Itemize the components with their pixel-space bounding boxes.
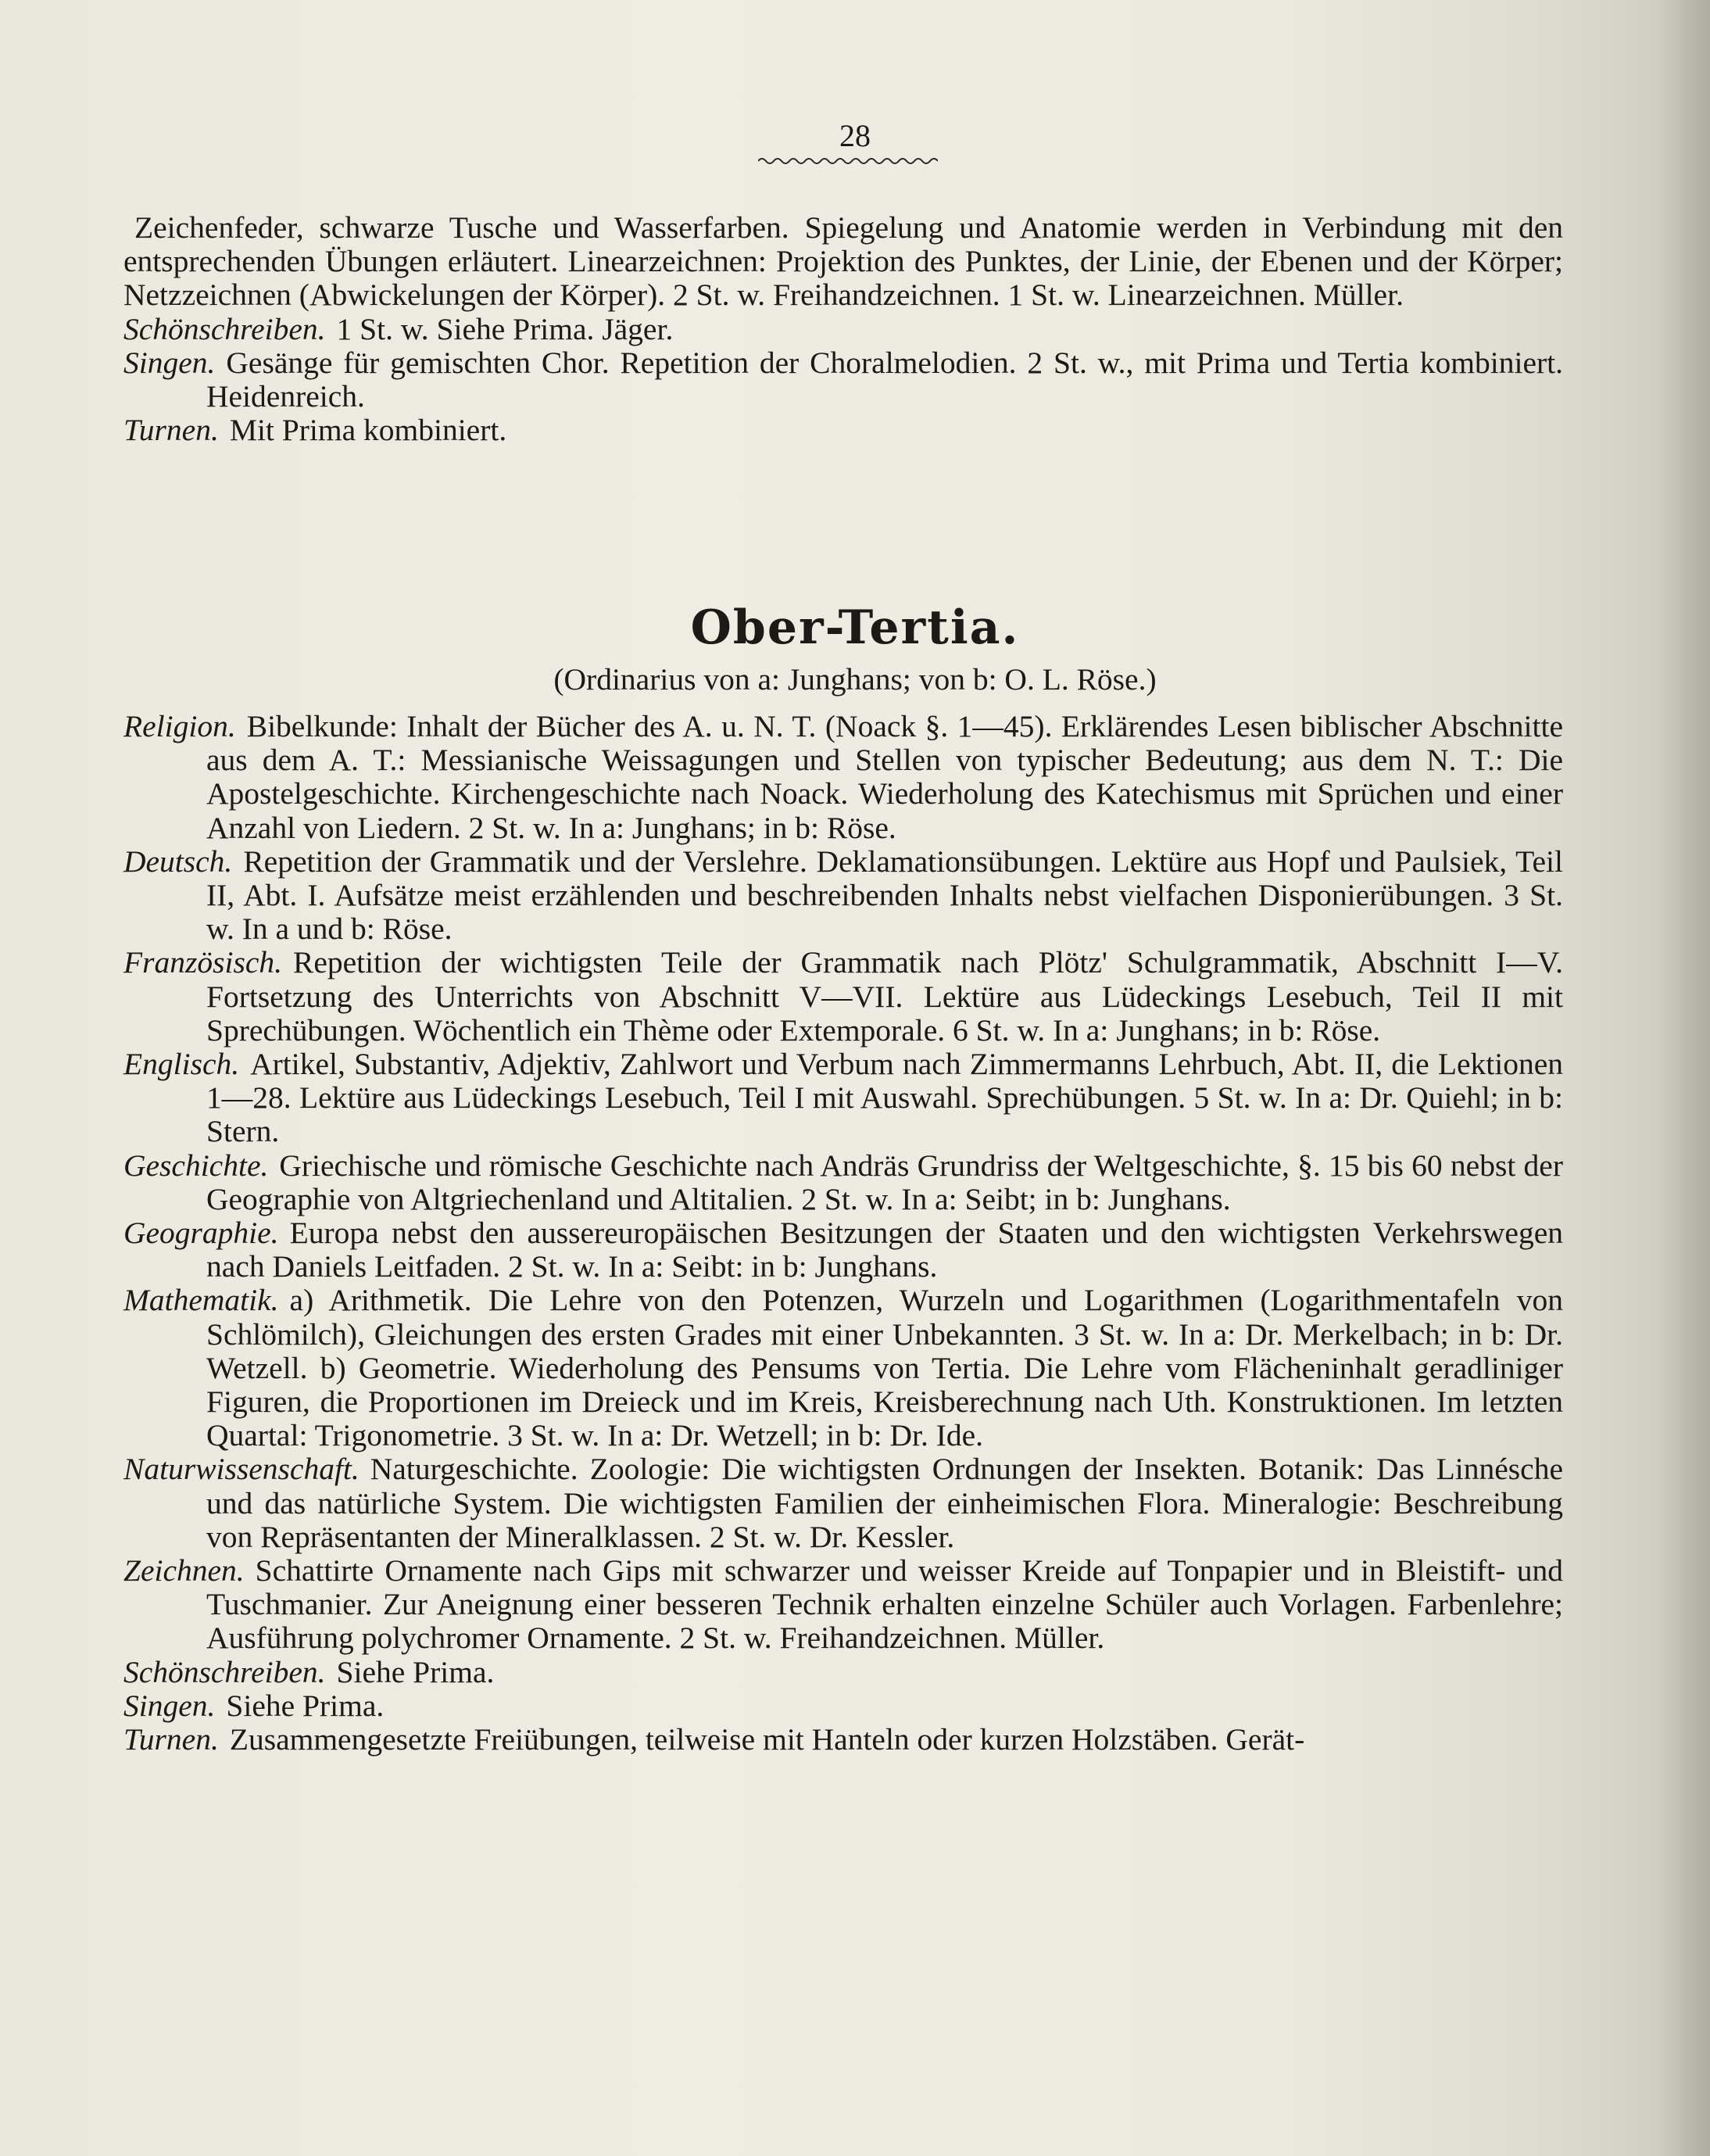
ober-tertia-section: [123, 710, 1563, 1757]
entry-zeichnen: [123, 1554, 1563, 1656]
entry-text: 1 St. w. Siehe Prima. Jäger.: [336, 311, 674, 346]
entry-subject: Zeichnen.: [123, 1553, 245, 1588]
entry-subject: Religion.: [123, 709, 236, 743]
entry-naturwissenschaft: [123, 1452, 1563, 1554]
entry-geschichte: [123, 1149, 1563, 1216]
entry-schoenschreiben: [123, 313, 1563, 346]
entry-subject: Englisch.: [123, 1047, 240, 1082]
entry-text: Repetition der Grammatik und der Verslehre. Deklamationsübungen. Lektüre aus Hopf und Paulsiek, Teil II, Abt. I. Aufsätze meist erzählenden und beschreibenden Inhalts nebst vielfachen Disponierübungen. 3 St. w. In a und b: Röse.: [206, 843, 1563, 947]
section-subtitle: (Ordinarius von a: Junghans; von b: O. L. Röse.): [553, 662, 1157, 697]
entry-subject: Geschichte.: [123, 1148, 269, 1183]
entry-subject: Schönschreiben.: [123, 311, 326, 346]
entry-geographie: [123, 1216, 1563, 1284]
entry-subject: Schönschreiben.: [123, 1654, 326, 1689]
entry-turnen: [123, 1723, 1563, 1757]
entry-text: Griechische und römische Geschichte nach Andräs Grundriss der Weltgeschichte, §. 15 bis 60 nebst der Geographie von Altgriechenland und Altitalien. 2 St. w. In a: Seibt; in b: Junghans.: [206, 1148, 1563, 1216]
entry-turnen: [123, 414, 1563, 447]
entry-subject: Deutsch.: [123, 843, 233, 879]
entry-text: Gesänge für gemischten Chor. Repetition der Choralmelodien. 2 St. w., mit Prima und Tertia kombiniert. Heidenreich.: [206, 345, 1563, 414]
page-number: 28: [839, 118, 871, 153]
entry-subject: Turnen.: [123, 1722, 219, 1757]
entry-text: Siehe Prima.: [226, 1688, 385, 1723]
entry-text: Zusammengesetzte Freiübungen, teilweise mit Hanteln oder kurzen Holzstäben. Gerät-: [229, 1722, 1305, 1757]
entry-singen: [123, 346, 1563, 414]
entry-subject: Singen.: [123, 1688, 216, 1723]
entry-text: Mit Prima kombiniert.: [229, 413, 507, 448]
entry-singen: [123, 1689, 1563, 1723]
entry-text: Europa nebst den aussereuropäischen Besitzungen der Staaten und den wichtigsten Verkehrswegen nach Daniels Leitfaden. 2 St. w. In a: Seibt: in b: Junghans.: [206, 1216, 1563, 1284]
continued-section: [123, 211, 1563, 447]
page-number-ornament: [758, 156, 938, 166]
entry-subject: Mathematik.: [123, 1283, 279, 1318]
entry-subject: Französisch.: [123, 945, 282, 980]
entry-text: Artikel, Substantiv, Adjektiv, Zahlwort und Verbum nach Zimmermanns Lehrbuch, Abt. II, die Lektionen 1—28. Lektüre aus Lüdeckings Lesebuch, Teil I mit Auswahl. Sprechübungen. 5 St. w. In a: Dr. Quiehl; in b: Stern.: [206, 1047, 1563, 1149]
entry-subject: Naturwissenschaft.: [123, 1452, 360, 1487]
entry-text: Repetition der wichtigsten Teile der Grammatik nach Plötz' Schulgrammatik, Abschnitt I—V. Fortsetzung des Unterrichts von Abschnitt V—VII. Lektüre aus Lüdeckings Lesebuch, Teil II mit Sprechübungen. Wöchentlich ein Thème oder Extemporale. 6 St. w. In a: Junghans; in b: Röse.: [206, 945, 1563, 1048]
entry-text: Schattirte Ornamente nach Gips mit schwarzer und weisser Kreide auf Tonpapier und in Bleistift- und Tuschmanier. Zur Aneignung einer besseren Technik erhalten einzelne Schüler auch Vorlagen. Farbenlehre; Ausführung polychromer Ornamente. 2 St. w. Freihandzeichnen. Müller.: [206, 1553, 1563, 1656]
entry-religion: [123, 710, 1563, 845]
entry-subject: Singen.: [123, 345, 216, 380]
entry-continuation: [123, 211, 1563, 313]
entry-text: Bibelkunde: Inhalt der Bücher des A. u. N. T. (Noack §. 1—45). Erklärendes Lesen biblischer Abschnitte aus dem A. T.: Messianische Weissagungen und Stellen von typischer Bedeutung; aus dem N. T.: Die Apostelgeschichte. Kirchengeschichte nach Noack. Wiederholung des Katechismus mit Sprüchen und einer Anzahl von Liedern. 2 St. w. In a: Junghans; in b: Röse.: [206, 709, 1563, 845]
entry-text: Siehe Prima.: [336, 1654, 495, 1689]
entry-text: Naturgeschichte. Zoologie: Die wichtigsten Ordnungen der Insekten. Botanik: Das Linnésche und das natürliche System. Die wichtigsten Familien der einheimischen Flora. Mineralogie: Beschreibung von Repräsentanten der Mineralklassen. 2 St. w. Dr. Kessler.: [206, 1452, 1563, 1554]
entry-text: a) Arithmetik. Die Lehre von den Potenzen, Wurzeln und Logarithmen (Logarithmentafeln von Schlömilch), Gleichungen des ersten Grades mit einer Unbekannten. 3 St. w. In a: Dr. Merkelbach; in b: Dr. Wetzell. b) Geometrie. Wiederholung des Pensums von Tertia. Die Lehre vom Flächeninhalt geradliniger Figuren, die Proportionen im Dreieck und im Kreis, Kreisberechnung nach Uth. Konstruktionen. Im letzten Quartal: Trigonometrie. 3 St. w. In a: Dr. Wetzell; in b: Dr. Ide.: [206, 1283, 1563, 1453]
page-edge-shadow: [1655, 0, 1710, 2156]
entry-deutsch: [123, 845, 1563, 947]
section-title: Ober-Tertia.: [690, 600, 1020, 655]
entry-franzoesisch: [123, 946, 1563, 1048]
entry-englisch: [123, 1048, 1563, 1149]
entry-subject: Geographie.: [123, 1216, 279, 1251]
entry-mathematik: [123, 1284, 1563, 1452]
entry-subject: Turnen.: [123, 413, 219, 448]
entry-schoenschreiben: [123, 1656, 1563, 1689]
entry-text: Zeichenfeder, schwarze Tusche und Wasserfarben. Spiegelung und Anatomie werden in Verbindung mit den entsprechenden Übungen erläutert. Linearzeichnen: Projektion des Punktes, der Linie, der Ebenen und der Körper; Netzzeichnen (Abwickelungen der Körper). 2 St. w. Freihandzeichnen. 1 St. w. Linearzeichnen. Müller.: [123, 210, 1563, 313]
